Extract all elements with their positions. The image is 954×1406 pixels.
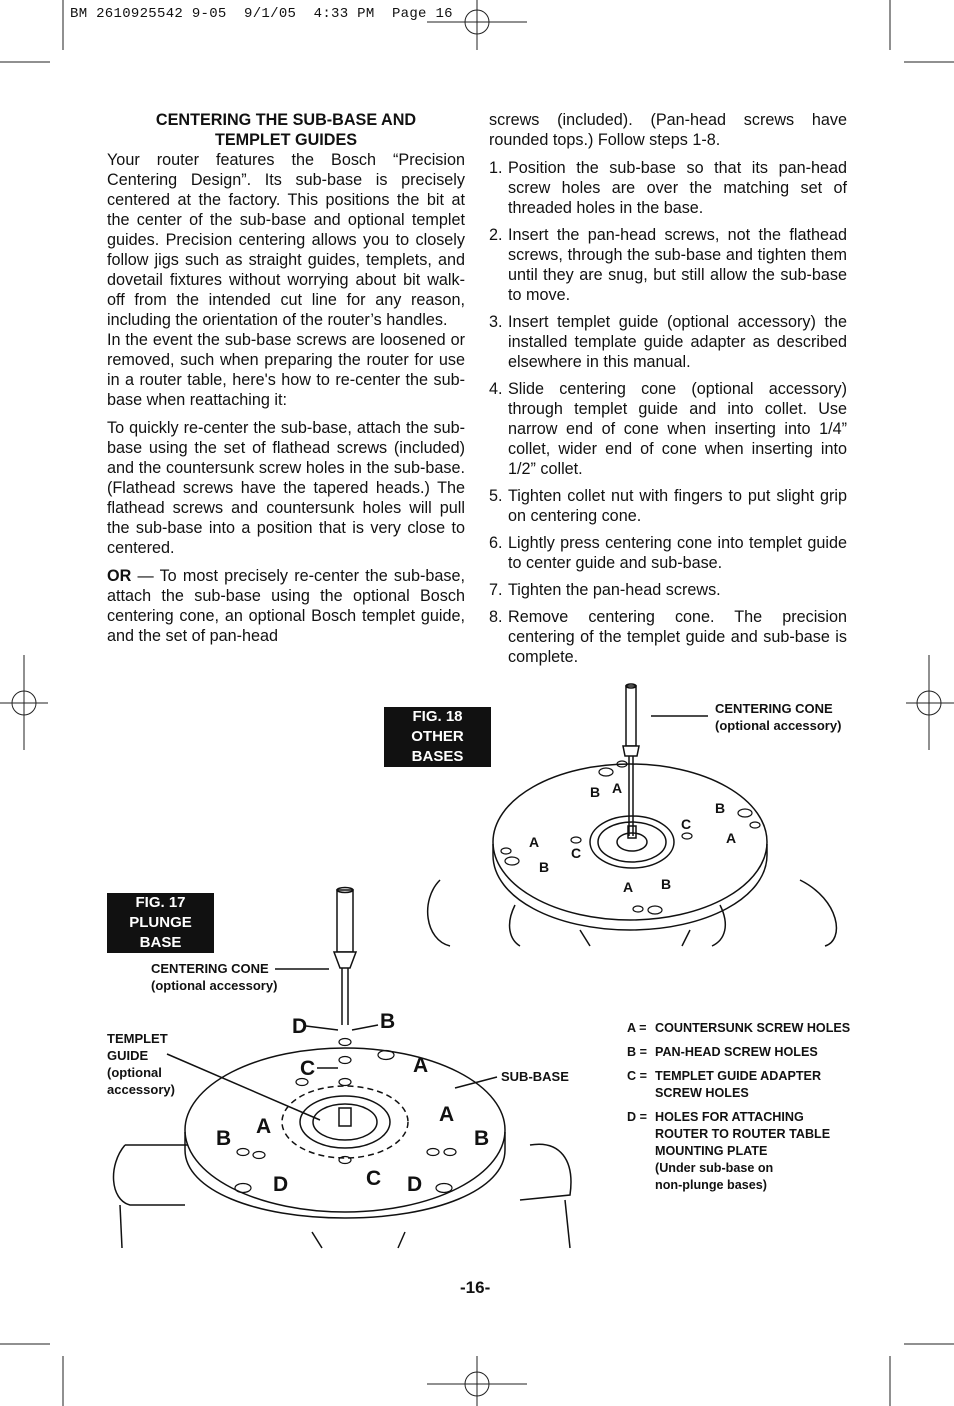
- fig17-letter-c: C: [300, 1057, 316, 1080]
- step-text: Slide centering cone (optional accessory) through templet guide and into collet. Use narrow end of cone when inserting into 1/4” collet, wider end of cone when inserting into 1/2” collet.: [508, 380, 847, 478]
- fig17-letter-d: D: [292, 1015, 308, 1038]
- fig17-letter-c: C: [366, 1167, 382, 1190]
- step-text: Position the sub-base so that its pan-head screw holes are over the matching set of threaded holes in the base.: [508, 159, 847, 217]
- legend-value-line: HOLES FOR ATTACHING: [655, 1110, 804, 1124]
- event-paragraph: In the event the sub-base screws are loosened or removed, such when preparing the router for use in a router table, here's how to re-center the sub-base when reattaching it:: [107, 331, 465, 409]
- precise-recenter-continuation: screws (included). (Pan-head screws have rounded tops.) Follow steps 1-8.: [489, 111, 847, 149]
- fig17-letter-b: B: [216, 1127, 232, 1150]
- legend-key: A =: [627, 1021, 647, 1035]
- legend-value-line: ROUTER TO ROUTER TABLE: [655, 1127, 831, 1141]
- templet-guide-label-line: (optional: [107, 1065, 162, 1080]
- legend-value: [655, 1020, 867, 1037]
- step-text: Insert templet guide (optional accessory) the installed template guide adapter as described elsewhere in this manual.: [508, 313, 847, 371]
- fig18-cone-label-line2: (optional accessory): [715, 718, 842, 733]
- fig18-label-line1: FIG. 18: [412, 708, 463, 725]
- section-heading-line2: TEMPLET GUIDES: [214, 131, 358, 149]
- printer-slug: BM 2610925542 9-05 9/1/05 4:33 PM Page 16: [70, 6, 453, 22]
- fig17-label-line2: PLUNGE BASE: [129, 914, 192, 951]
- step-number: 4.: [489, 380, 503, 398]
- fig18-cone-label-line1: CENTERING CONE: [715, 701, 833, 716]
- legend-value: [655, 1068, 867, 1102]
- fig18-label-line2: OTHER BASES: [411, 728, 464, 765]
- quick-recenter-paragraph: To quickly re-center the sub-base, attach the sub-base using the set of flathead screws (included) and the countersunk screw holes in the sub-base. (Flathead screws have the tapered heads.) The flathead screws and countersunk holes will pull the sub-base into a position that is very close to centered.: [107, 419, 465, 557]
- step-number: 6.: [489, 534, 503, 552]
- fig18-letter-c: C: [571, 845, 582, 861]
- step-number: 3.: [489, 313, 503, 331]
- fig17-letter-b: B: [474, 1127, 490, 1150]
- hole-legend: [627, 1020, 867, 1201]
- legend-value: [655, 1109, 867, 1194]
- legend-row: [627, 1020, 867, 1037]
- fig17-letter-a: A: [413, 1054, 429, 1077]
- fig17-label-box: [107, 893, 214, 953]
- step-text: Tighten the pan-head screws.: [508, 581, 721, 599]
- fig18-letter-b: B: [590, 784, 601, 800]
- legend-value-line: COUNTERSUNK SCREW HOLES: [655, 1021, 851, 1035]
- legend-value-line: non-plunge bases): [655, 1178, 767, 1192]
- fig17-letter-a: A: [439, 1103, 455, 1126]
- step-number: 1.: [489, 159, 503, 177]
- step-number: 5.: [489, 487, 503, 505]
- intro-paragraph: Your router features the Bosch “Precision Centering Design”. Its sub-base is precisely centered at the factory. This positions the bit at the center of the sub-base and optional templet guides. Precision centering allows you to closely follow jigs such as straight guides, templets, and dovetail fixtures without worrying about bit walk-off from the intended cut line for any reason, including the orientation of the router’s handles.: [107, 151, 465, 329]
- fig18-letter-b: B: [661, 876, 672, 892]
- fig18-letter-a: A: [623, 879, 634, 895]
- fig17-letter-d: D: [407, 1173, 423, 1196]
- legend-row: [627, 1068, 867, 1102]
- fig17-letter-b: B: [380, 1010, 396, 1033]
- fig17-subbase-label: SUB-BASE: [501, 1069, 569, 1084]
- legend-key: D =: [627, 1110, 647, 1124]
- legend-value-line: SCREW HOLES: [655, 1086, 749, 1100]
- step-number: 7.: [489, 581, 503, 599]
- fig17-cone-label-line1: CENTERING CONE: [151, 961, 269, 976]
- fig18-letter-a: A: [726, 830, 737, 846]
- fig18-letter-a: A: [529, 834, 540, 850]
- fig18-letter-b: B: [539, 859, 550, 875]
- step-number: 2.: [489, 226, 503, 244]
- or-keyword: OR: [107, 567, 132, 585]
- step-text: Tighten collet nut with fingers to put slight grip on centering cone.: [508, 487, 847, 525]
- fig17-letter-d: D: [273, 1173, 289, 1196]
- legend-key: B =: [627, 1045, 647, 1059]
- fig18-letter-b: B: [715, 800, 726, 816]
- step-number: 8.: [489, 608, 503, 626]
- fig17-letter-a: A: [256, 1115, 272, 1138]
- templet-guide-label-line: accessory): [107, 1082, 175, 1097]
- legend-value-line: (Under sub-base on: [655, 1161, 774, 1175]
- legend-value: [655, 1044, 867, 1061]
- fig17-templet-guide-label: [107, 1030, 175, 1098]
- legend-value-line: PAN-HEAD SCREW HOLES: [655, 1045, 818, 1059]
- legend-row: [627, 1044, 867, 1061]
- fig17-cone-label: [151, 960, 277, 994]
- templet-guide-label-line: TEMPLET: [107, 1031, 168, 1046]
- section-heading-line1: CENTERING THE SUB-BASE AND: [155, 111, 417, 129]
- fig17-label-line1: FIG. 17: [135, 894, 186, 911]
- legend-key: C =: [627, 1069, 647, 1083]
- fig18-letter-c: C: [681, 816, 692, 832]
- step-text: Insert the pan-head screws, not the flathead screws, through the sub-base and tighten them until they are snug, but still allow the sub-base to move.: [508, 226, 847, 304]
- step-text: Remove centering cone. The precision centering of the templet guide and sub-base is complete.: [508, 608, 847, 666]
- step-text: Lightly press centering cone into templet guide to center guide and sub-base.: [508, 534, 847, 572]
- legend-value-line: TEMPLET GUIDE ADAPTER: [655, 1069, 822, 1083]
- page-number: -16-: [460, 1278, 491, 1297]
- legend-row: [627, 1109, 867, 1194]
- precise-recenter-text: — To most precisely re-center the sub-base, attach the sub-base using the optional Bosch centering cone, an optional Bosch templet guide, and the set of pan-head: [107, 567, 465, 645]
- templet-guide-label-line: GUIDE: [107, 1048, 149, 1063]
- fig17-cone-label-line2: (optional accessory): [151, 978, 278, 993]
- fig18-letter-a: A: [612, 780, 623, 796]
- legend-value-line: MOUNTING PLATE: [655, 1144, 768, 1158]
